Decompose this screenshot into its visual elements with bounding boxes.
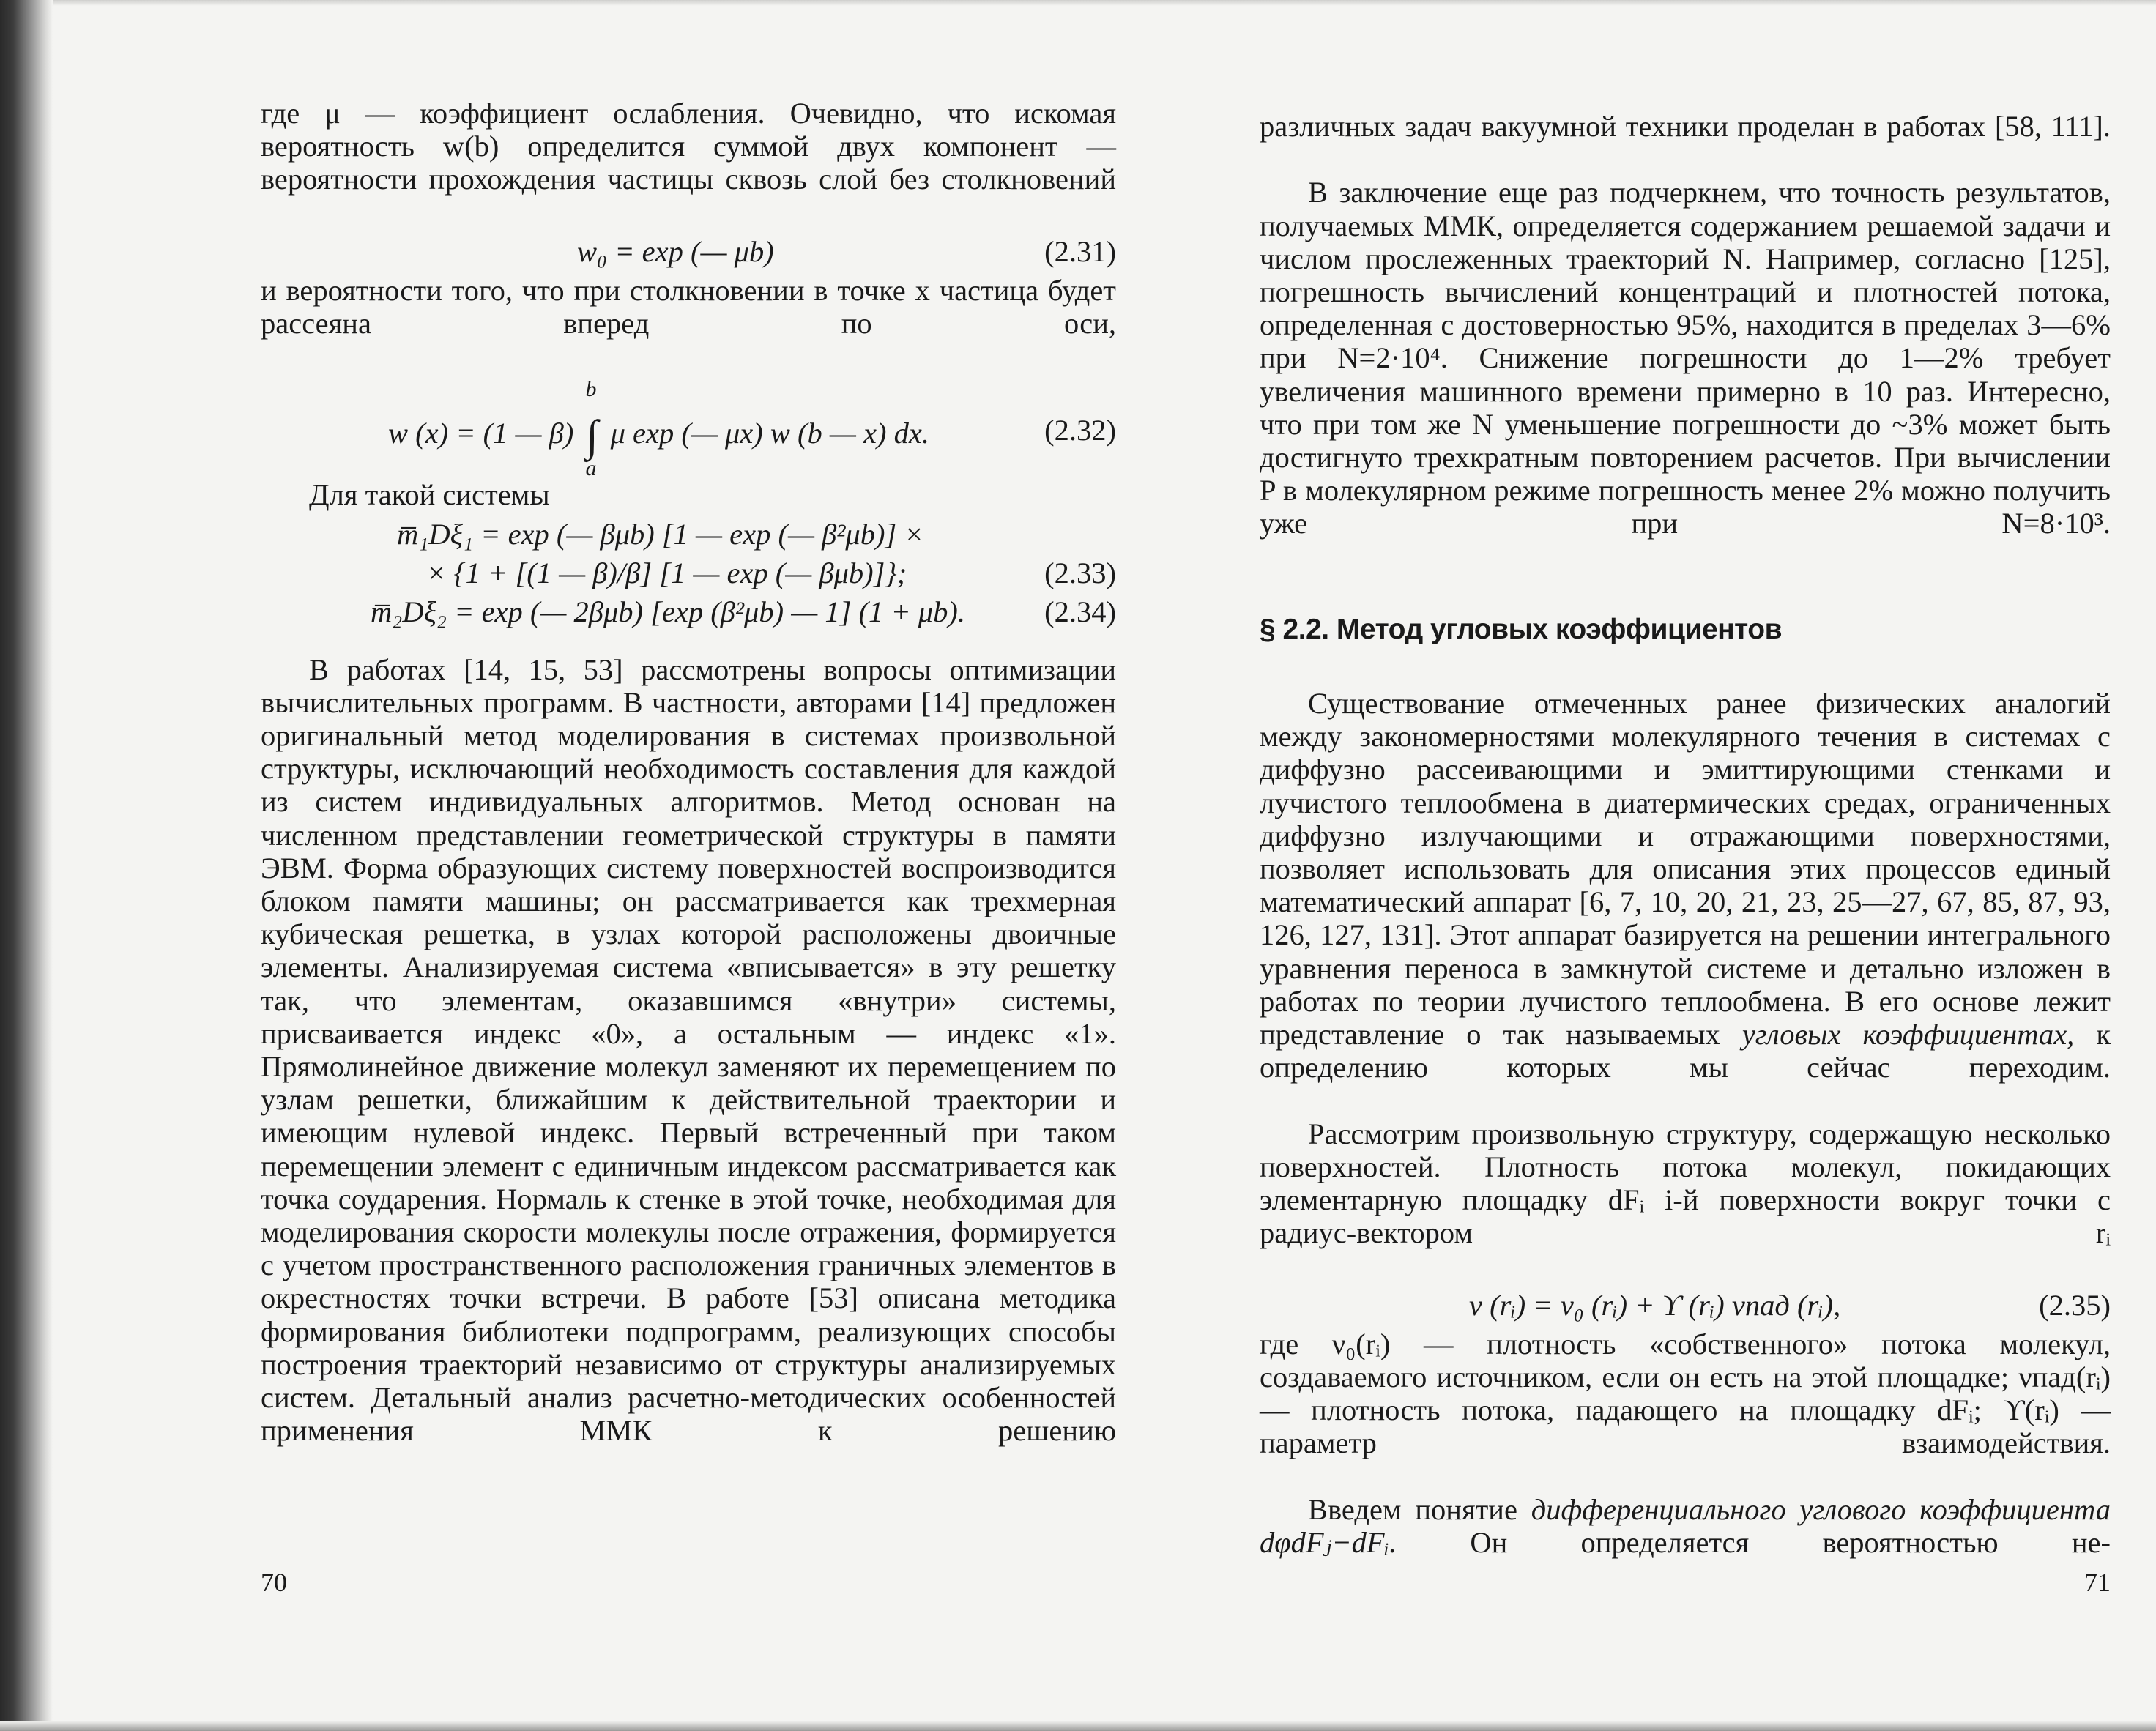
- equation-number: (2.33): [1044, 556, 1116, 589]
- integral-sign: ∫ b a: [585, 377, 598, 481]
- paragraph-main: В работах [14, 15, 53] рассмотрены вопросы оптимизации вычислительных программ. В частности, авторами [14] предложен оригинальный метод моделирования в системах произвольной структуры, исключающий необходимость составления для каждой из систем индивидуальных алгоритмов. Метод основан на численном представлении геометрической структуры в памяти ЭВМ. Форма образующих систему поверхностей воспроизводится блоком памяти машины; он рассматривается как трехмерная кубическая решетка, в узлах которой расположены двоичные элементы. Анализируемая система «вписывается» в эту решетку так, что элементам, оказавшимся «внутри» системы, присваивается индекс «0», а остальным — индекс «1». Прямолинейное движение молекул заменяют их перемещением по узлам решетки, ближайшим к действительной траектории и имеющим нулевой индекс. Первый встреченный при таком перемещении элемент с единичным индексом рассматривается как точка соударения. Нормаль к стенке в этой точке, необходимая для моделирования скорости молекулы после отражения, формируется с учетом пространственного расположения граничных элементов в окрестностях точки встречи. В работе [53] описана методика формирования библиотеки подпрограмм, реализующих способы построения траекторий независимо от структуры анализируемых систем. Детальный анализ расчетно-методических особенностей применения ММК к решению: [261, 652, 1116, 1448]
- equation-2-32: [261, 377, 1116, 481]
- paragraph-conclusion: В заключение еще раз подчеркнем, что точность результатов, получаемых ММК, определяется содержанием решаемой задачи и числом прослеженных траекторий N. Например, согласно [125], погрешность вычислений концентраций и плотностей потока, определенная с достоверностью 95%, находится в пределах 3—6% при N=2·10⁴. Снижение погрешности до 1—2% требует увеличения машинного времени примерно в 10 раз. Интересно, что при том же N уменьшение погрешности до ~3% может быть достигнуто трехкратным повторением расчетов. При вычислении P в молекулярном режиме погрешность менее 2% можно получить уже при N=8·10³.: [1260, 176, 2111, 540]
- paragraph-continuation: различных задач вакуумной техники проделан в работах [58, 111].: [1260, 110, 2111, 143]
- paragraph-intro: где μ — коэффициент ослабления. Очевидно, что искомая вероятность w(b) определится суммой двух компонент — вероятности прохождения частицы сквозь слой без столкновений: [261, 97, 1116, 196]
- equation-2-35: [1260, 1289, 2111, 1322]
- page-number-left: 70: [261, 1568, 287, 1597]
- italic-term: угловых коэффициентах,: [1741, 1018, 2075, 1051]
- equation-lhs: w (x) = (1 — β): [388, 417, 574, 450]
- section-heading: § 2.2. Метод угловых коэффициентов: [1260, 613, 1783, 645]
- equation-body: m̅₂Dξ₂ = exp (— 2βμb) [exp (β²μb) — 1] (1 + μb).: [371, 595, 965, 628]
- scan-bottom-edge: [0, 1721, 2156, 1731]
- equation-2-33-line2: [261, 556, 1116, 589]
- paragraph-consider: Рассмотрим произвольную структуру, содержащую несколько поверхностей. Плотность потока молекул, покидающих элементарную площадку dFᵢ i-й поверхности вокруг точки с радиус-вектором rᵢ: [1260, 1117, 2111, 1250]
- equation-body: ν (rᵢ) = ν₀ (rᵢ) + ϒ (rᵢ) νпад (rᵢ),: [1469, 1288, 1841, 1322]
- right-page: [1260, 110, 2111, 1592]
- page-number-right: 71: [2084, 1568, 2111, 1597]
- equation-body: w₀ = exp (— μb): [577, 234, 774, 268]
- equation-2-31: [261, 235, 1116, 268]
- paragraph-existence: [1260, 687, 2111, 1117]
- equation-2-33-line1: [261, 518, 1116, 551]
- paragraph-between: и вероятности того, что при столкновении в точке x частица будет рассеяна вперед по оси,: [261, 273, 1116, 340]
- paragraph-system: Для такой системы: [309, 478, 550, 512]
- italic-term: дифференциального углового коэффициента dφdFⱼ−dFᵢ.: [1260, 1492, 2111, 1559]
- text-run: Введем понятие: [1308, 1492, 1531, 1526]
- equation-body: m̅₁Dξ₁ = exp (— βμb) [1 — exp (— β²μb)] ×: [397, 517, 924, 551]
- integral-upper-limit: b: [585, 377, 597, 402]
- equation-2-34: [261, 595, 1116, 628]
- text-run: к определению которых мы сейчас переходим.: [1260, 1018, 2111, 1084]
- equation-number: (2.31): [1044, 234, 1116, 268]
- equation-number: (2.34): [1044, 595, 1116, 628]
- equation-number: (2.35): [2039, 1288, 2111, 1322]
- scan-top-edge: [0, 0, 2156, 6]
- text-run: Он определяется вероятностью не-: [1397, 1525, 2111, 1559]
- paragraph-where: где ν₀(rᵢ) — плотность «собственного» потока молекул, создаваемого источником, если он есть на этой площадке; νпад(rᵢ) — плотность потока, падающего на площадку dFᵢ; ϒ(rᵢ) — параметр взаимодействия.: [1260, 1327, 2111, 1460]
- equation-body: × {1 + [(1 — β)/β] [1 — exp (— βμb)]};: [426, 556, 907, 589]
- equation-number: (2.32): [1044, 414, 1116, 447]
- integral-lower-limit: a: [585, 456, 597, 481]
- paragraph-introduce: [1260, 1493, 2111, 1593]
- text-run: Существование отмеченных ранее физических аналогий между закономерностями молекулярного течения в системах с диффузно рассеивающими и эмиттирующими стенками и лучистого теплообмена в диатермических средах, ограниченных диффузно излучающими и отражающими поверхностями, позволяет использовать для описания этих процессов единый математический аппарат [6, 7, 10, 20, 21, 23, 25—27, 67, 85, 87, 93, 126, 127, 131]. Этот аппарат базируется на решении интегрального уравнения переноса в замкнутой системе и детально изложен в работах по теории лучистого теплообмена. В его основе лежит представление о так называемых: [1260, 687, 2111, 1051]
- equation-body: [388, 377, 929, 481]
- left-page: [261, 97, 1116, 1481]
- equation-rhs: μ exp (— μx) w (b — x) dx.: [610, 417, 929, 450]
- book-binding-shadow: [0, 0, 53, 1731]
